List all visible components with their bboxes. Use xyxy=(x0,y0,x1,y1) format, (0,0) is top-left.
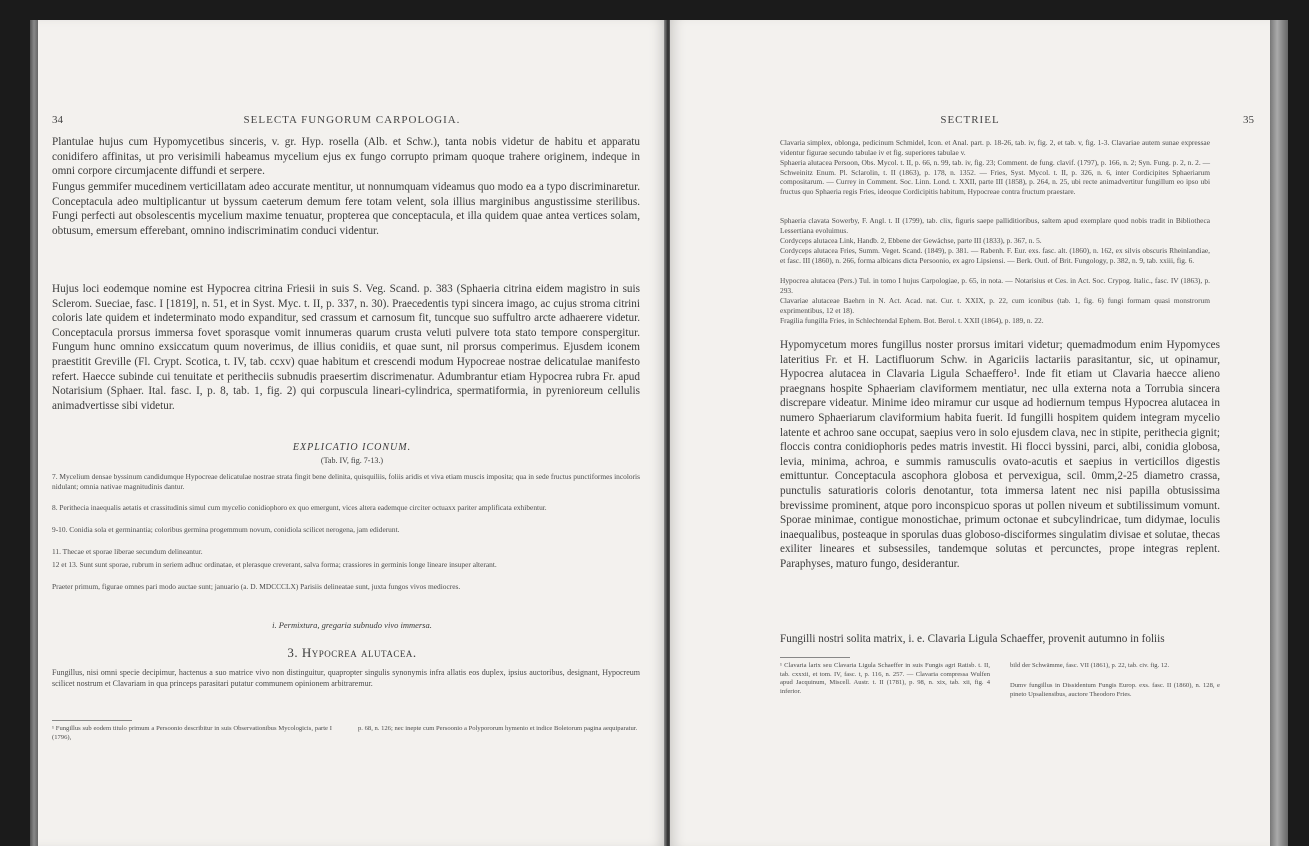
synonym-entry: Clavaria simplex, oblonga, pedicinum Schmidel, Icon. et Anal. part. p. 18-26, tab. iv, fig. 2, et tab. v, fig. 1-3. Clavariae autem sunae expressae videntur figurae secundo tabulae iv et fig. superiores tabulae v. xyxy=(780,138,1210,157)
running-head: SECTRIEL xyxy=(940,114,1000,126)
locality-note: i. Permixtura, gregaria subnudo vivo immersa. xyxy=(272,620,432,630)
synonym-entry: Sphaeria clavata Sowerby, F. Angl. t. II (1799), tab. clix, figuris saepe palliditioribus, saltem apud exemplare quod nobis tradit in Bibliotheca Lessertiana evoluimus. xyxy=(780,216,1210,235)
synonym-entry: Fragilia fungilla Fries, in Schlechtendal Ephem. Bot. Berol. t. XXII (1864), p. 189, n. 22. xyxy=(780,316,1044,325)
explicatio-item: 9-10. Conidia sola et germinantia; coloribus germina progemmum novum, conidiola scilicet nerogena, jam ediderunt. xyxy=(52,525,400,534)
right-page xyxy=(670,20,1270,846)
explicatio-title: EXPLICATIO ICONUM. xyxy=(292,442,412,453)
section-title: 3. Hypocrea alutacea. xyxy=(287,645,417,660)
synonym-entry: Cordyceps alutacea Link, Handb. 2, Ebbene der Gewächse, parte III (1833), p. 367, n. 5. xyxy=(780,236,1042,245)
synonym-entry: Clavariae alutaceae Baehrn in N. Act. Acad. nat. Cur. t. XXIX, p. 22, cum iconibus (tab. 1, fig. 6) fungi formam quasi monstrorum exprimentibus, 12 et 18). xyxy=(780,296,1210,315)
paragraph: Plantulae hujus cum Hypomycetibus sinceris, v. gr. Hyp. rosella (Alb. et Schw.), tanta nobis videtur de habitu et apparatu conidifero affinitas, ut pro verisimili habeamus mycelium ejus ex fungo corrupto primam quoque trahere originem, indeque in omni corpore circumjacente diffundi et serpere. xyxy=(52,136,640,178)
page-number: 34 xyxy=(52,114,63,126)
footnote-rule xyxy=(780,657,850,658)
explicatio-item: Praeter primum, figurae omnes pari modo auctae sunt; januario (a. D. MDCCCLX) Parisiis delineatae sunt, juxta fungos vivos mediocres. xyxy=(52,582,461,591)
explicatio-item: 11. Thecae et sporae liberae secundum delineantur. xyxy=(52,547,203,556)
explicatio-item: 12 et 13. Sunt sunt sporae, rubrum in seriem adhuc ordinatae, et plerasque creverant, salva forma; crassiores in germinis longe lineare insuper alterant. xyxy=(52,560,497,569)
footnote: p. 68, n. 126; nec inepte cum Persoonio a Polypororum hymenio et indice Boletorum pagina aequiparatur. xyxy=(358,725,638,732)
running-head: SELECTA FUNGORUM CARPOLOGIA. xyxy=(243,114,461,126)
explicatio-item: 8. Perithecia inaequalis aetatis et crassitudinis simul cum mycelio conidiophoro ex quo emergunt, vices altera eademque circiter octuaxx pariter amplificata exhibentur. xyxy=(52,503,547,512)
synonym-entry: Sphaeria alutacea Persoon, Obs. Mycol. t. II, p. 66, n. 99, tab. iv, fig. 23; Comment. de fung. clavif. (1797), p. 166, n. 2; Syn. Fung. p. 2, n. 2. — Schweinitz Enum. Pl. Sclarolin, t. II (1863), p. 178, n. 1352. — Fries, Syst. Mycol. t. II, p. 326, n. 6, inter Cordicipites Sphaeriarum compositarum. — Currey in Comment. Soc. Linn. Lond. t. XXII, parte III (1858), p. 264, n. 25, ubi recte animadvertitur fungillum eo ipso ubi fructus quo Sphaeria regis Fries, ideoque Cordicipitis habitum, Hypocreae contra fructum praestare. xyxy=(780,158,1210,196)
paragraph: Fungus gemmifer mucedinem verticillatam adeo accurate mentitur, ut nonnumquam videamus quo modo ea a typo discriminaretur. Conceptacula adeo multiplicantur ut byssum caeterum demum fere totam velent, sola illius marginibus angustissime sterilibus. Fungi perfecti aut obsolescentis mycelium maxime tenuatur, propterea que conceptacula, et illa quidem quae antea vertices solam, obtusum, emersum efferebant, omnino indiscriminatim conduci videntur. xyxy=(52,181,640,237)
paragraph: Hujus loci eodemque nomine est Hypocrea citrina Friesii in suis S. Veg. Scand. p. 383 (Sphaeria citrina eidem magistro in suis Sclerom. Sueciae, fasc. I [1819], n. 51, et in Syst. Myc. t. II, p. 337, n. 30). Praecedentis typi sincera imago, ac cujus stroma citrini coloris late quidem et indeterminato modo expanditur, sed crassum et carnosum fit, tuncque suo suffultro arcte adhaerere videtur. Conceptacula prorsus immersa fovet sporasque vomit innumeras quarum crusta veluti pulvere tota stato tempore conspergitur. Fungum hunc omnino exsiccatum quum noverimus, de illius conidiis, et quae sunt, nil prorsus comperimus. Ejusdem iconem praestitit Greville (Fl. Crypt. Scotica, t. IV, tab. ccxv) quae habitum et crescendi modum Hypocreae nostrae delicatulae manifesto refert. Haecce subinde cui tenuitate et peritheciis subnudis praesertim discrimenatur. Adumbrantur etiam Hypocrea rubra Fr. apud Notarisium (Sphaer. Ital. fasc. I, p. 8, tab. 1, fig. 2) qui corpuscula lineari-cylindrica, spermatiformia, in pyrenioreum cellulis animadvertisse sibi videtur. xyxy=(52,283,640,412)
book-right-edge xyxy=(1270,20,1288,846)
left-page xyxy=(38,20,666,846)
paragraph: Hypomycetum mores fungillus noster prorsus imitari videtur; quemadmodum enim Hypomyces lateritius Fr. et H. Lactifluorum Schw. in Agariciis lactariis parasitantur, sic, ut opinamur, Hypocrea alutacea in Clavaria Ligula Schaeffero¹. Inde fit etiam ut Clavaria haecce alieno praegnans hospite Sphaeriam claviformem mentiatur, nec ulla externa nota a Torrubia sincera discrepare videatur. Minime ideo miramur cur usque ad hodiernum tempus Hypocrea alutacea in numero Sphaeriarum claviformium habita fuerit. Id fungilli hospitem quidem integram mycelio latente et achroo sane occupat, saepius vero in solo ejusdem clava, nec in stipite, perithecia gignit; floccis contra conidiophoris pedes matris investit. Hi flocci byssini, parci, albi, conidia globosa, levia, minima, achroa, e summis ramusculis ovato-acutis et saepius in verticillos digestis emittuntur. Conceptacula ascophora globosa et pervexigua, scil. 0mm,2-25 diametro crassa, punctulis saturatioris coloris denotantur, tota immersa latent nec nisi papilla obtusissima brevissime prominent, atque poro inconspicuo sporas ut pollen niveum et subtilissimum vomunt. Sporae minimae, contigue monostichae, primum octonae et subcylindricae, tum didymae, loculis inaequalibus, posteaque in sporulas duas globoso-disciformes singulatim divisae et solutae, thecas exiliter lineares et subsessiles, tandemque solutas et percunctes, prope integras replent. Paraphyses, maturo fungo, desiderantur. xyxy=(780,339,1220,570)
footnote: ¹ Fungillus sub eodem titulo primum a Persoonio describitur in suis Observationibus Mycologicis, parte I (1796), xyxy=(52,725,332,741)
footnote: bild der Schwämme, fasc. VII (1861), p. 22, tab. civ. fig. 12. xyxy=(1010,662,1170,669)
synonym-entry: Hypocrea alutacea (Pers.) Tul. in tomo I hujus Carpologiae, p. 65, in nota. — Notarisius et Ces. in Act. Soc. Crypog. Italic., fasc. IV (1863), p. 293. xyxy=(780,276,1210,295)
synonym-entry: Cordyceps alutacea Fries, Summ. Veget. Scand. (1849), p. 381. — Rabenh. F. Eur. exs. fasc. alt. (1860), n. 162, ex silvis obscuris Rheinlandiae, et fasc. III (1860), n. 266, forma albicans dicta Persoonio, ex agro Lipsiensi. — Berk. Outl. of Brit. Fungology, p. 382, n. 9, tab. xxiii, fig. 6. xyxy=(780,246,1210,265)
footnote: Dumv fungillus in Dissidentum Fungis Europ. exs. fasc. II (1860), n. 128, e pineto Upsaliensibus, auctore Theodoro Fries. xyxy=(1010,682,1220,698)
footnote-rule xyxy=(52,720,132,721)
page-number: 35 xyxy=(1243,114,1254,126)
explicatio-item: 7. Mycelium densae byssinum candidumque Hypocreae delicatulae nostrae strata fingit bene delinita, quisquiliis, foliis aridis et viva etiam muscis imposita; qua in sede fructus punctiformes incoloris nidulant; omnia nativae magnitudinis dantur. xyxy=(52,472,640,491)
footnote: ¹ Clavaria larix seu Clavaria Ligula Schaeffer in suis Fungis agri Ratisb. t. II, tab. cxxxii, et tom. IV, fasc. t, p. 116, n. 257. — Clavaria compressa Wulfen apud Jacquinum, Miscell. Austr. t. II (1781), p. 98, n. xix, tab. xii, fig. 4 inferior. xyxy=(780,662,990,695)
paragraph: Fungilli nostri solita matrix, i. e. Clavaria Ligula Schaeffer, provenit autumno in foliis xyxy=(780,633,1165,645)
paragraph: Fungillus, nisi omni specie decipimur, hactenus a suo matrice vivo non distinguitur, quapropter singulis synonymis infra allatis eos duplex, ipsius auctoribus, designant, Hypocreum scilicet nostrum et Clavariam in qua princeps parasitari putatur communem opinionem arbitraremur. xyxy=(52,668,640,688)
book-left-edge xyxy=(30,20,38,846)
explicatio-subtitle: (Tab. IV, fig. 7-13.) xyxy=(320,456,384,465)
